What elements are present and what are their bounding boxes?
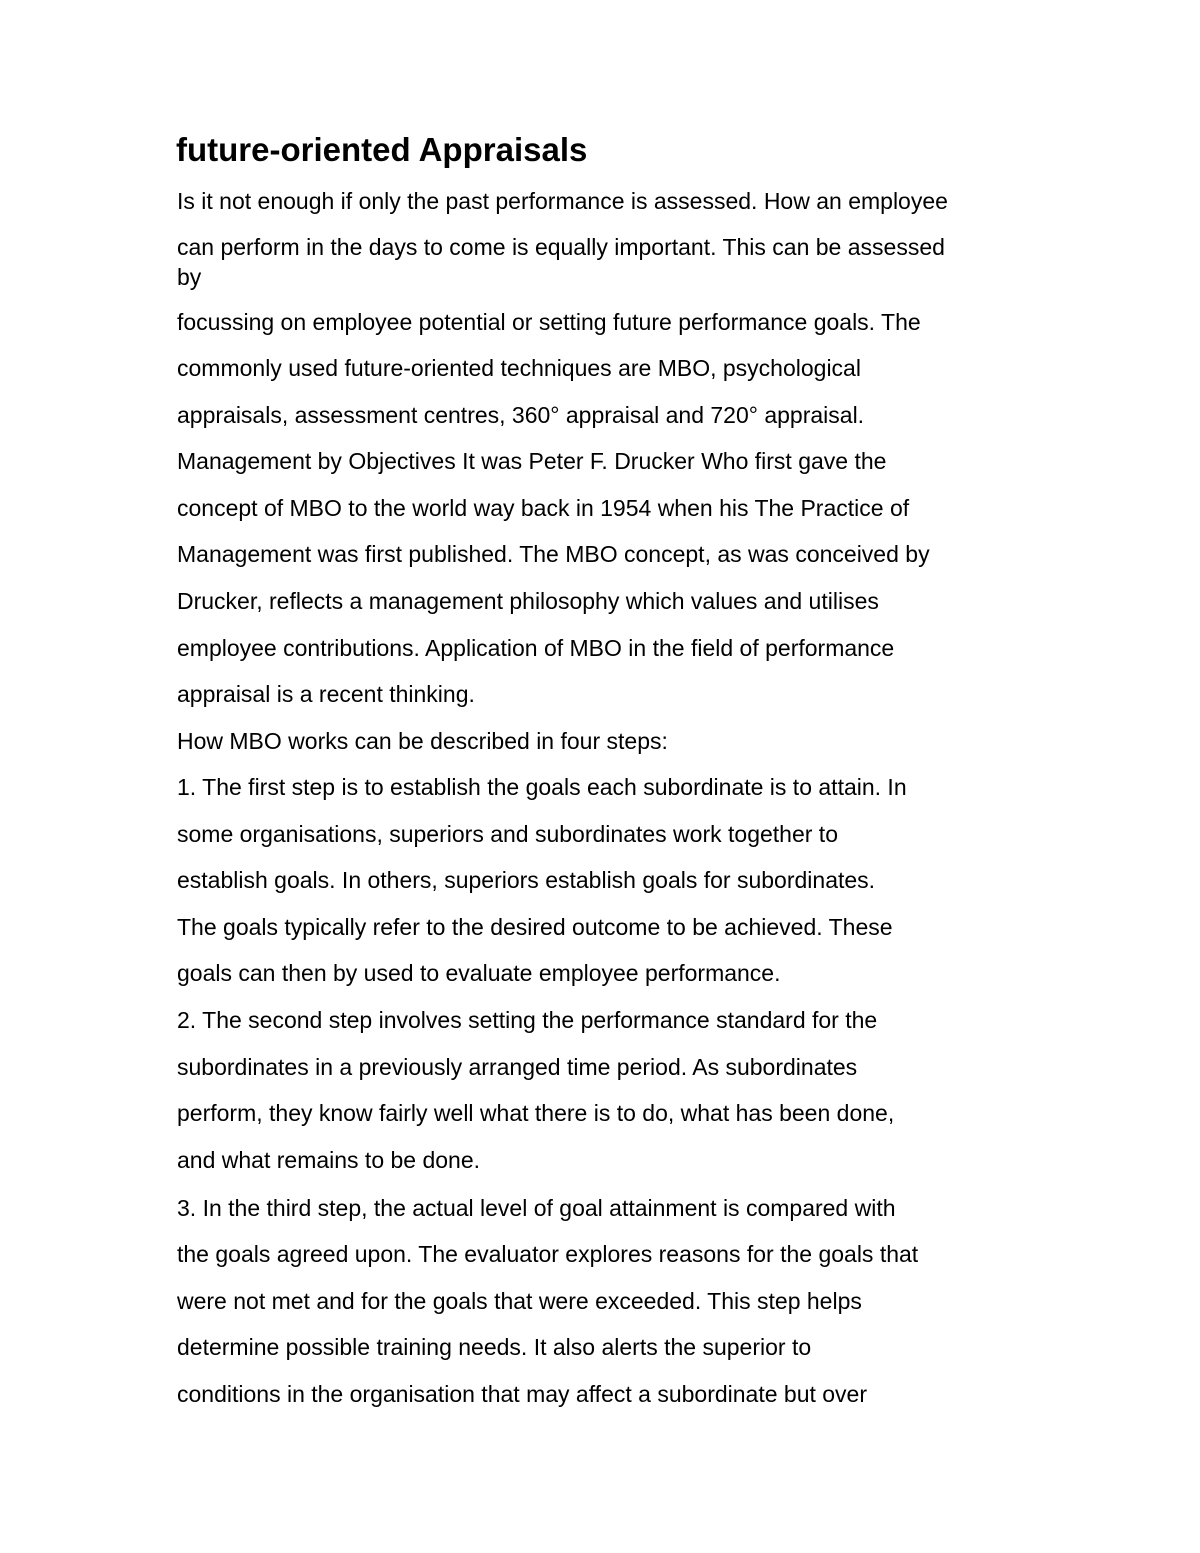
body-line-4: focussing on employee potential or setting future performance goals. The	[177, 309, 921, 335]
body-line-16: establish goals. In others, superiors establish goals for subordinates.	[177, 867, 876, 893]
body-line-8: concept of MBO to the world way back in 1954 when his The Practice of	[177, 495, 910, 521]
body-line-9: Management was first published. The MBO concept, as was conceived by	[177, 541, 930, 567]
body-line-11: employee contributions. Application of MBO in the field of performance	[177, 635, 895, 661]
body-line-19: 2. The second step involves setting the performance standard for the	[177, 1007, 878, 1033]
body-line-15: some organisations, superiors and subordinates work together to	[177, 821, 838, 847]
body-line-5: commonly used future-oriented techniques are MBO, psychological	[177, 355, 861, 381]
body-line-2: can perform in the days to come is equally important. This can be assessed	[177, 234, 945, 260]
body-line-6: appraisals, assessment centres, 360° appraisal and 720° appraisal.	[177, 402, 865, 428]
body-line-1: Is it not enough if only the past performance is assessed. How an employee	[177, 188, 948, 214]
body-line-10: Drucker, reflects a management philosophy which values and utilises	[177, 588, 879, 614]
body-line-14: 1. The first step is to establish the goals each subordinate is to attain. In	[177, 774, 907, 800]
body-line-26: determine possible training needs. It also alerts the superior to	[177, 1334, 812, 1360]
body-line-13: How MBO works can be described in four steps:	[177, 728, 668, 754]
body-line-23: 3. In the third step, the actual level of goal attainment is compared with	[177, 1195, 896, 1221]
body-line-27: conditions in the organisation that may affect a subordinate but over	[177, 1381, 868, 1407]
body-line-21: perform, they know fairly well what there is to do, what has been done,	[177, 1100, 895, 1126]
body-line-25: were not met and for the goals that were exceeded. This step helps	[177, 1288, 862, 1314]
body-line-12: appraisal is a recent thinking.	[177, 681, 475, 707]
body-line-20: subordinates in a previously arranged time period. As subordinates	[177, 1054, 858, 1080]
body-line-7: Management by Objectives It was Peter F. Drucker Who first gave the	[177, 448, 887, 474]
body-line-17: The goals typically refer to the desired outcome to be achieved. These	[177, 914, 893, 940]
body-line-3: by	[177, 264, 202, 290]
body-line-24: the goals agreed upon. The evaluator explores reasons for the goals that	[177, 1241, 919, 1267]
body-line-18: goals can then by used to evaluate employee performance.	[177, 960, 781, 986]
body-line-22: and what remains to be done.	[177, 1147, 481, 1173]
document-title: future-oriented Appraisals	[176, 131, 588, 168]
